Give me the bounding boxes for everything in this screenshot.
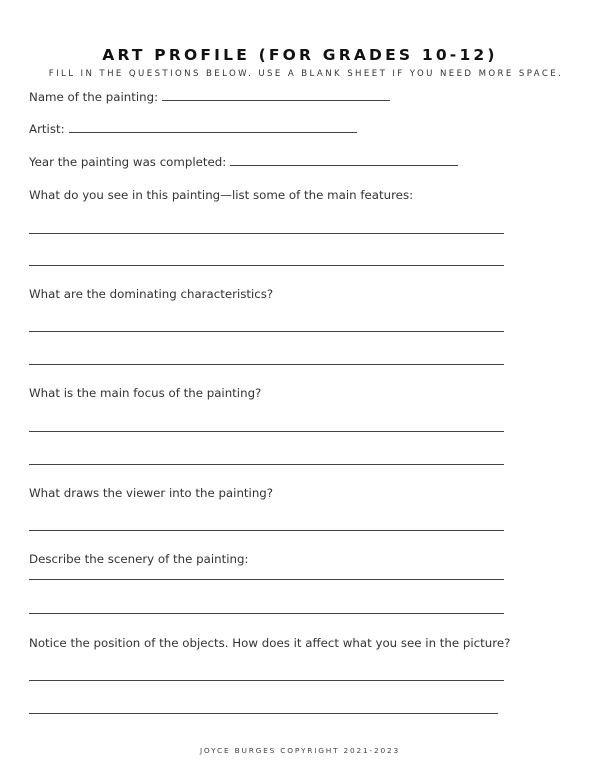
painting-name-label: Name of the painting: bbox=[29, 90, 159, 104]
question-focus: What is the main focus of the painting? bbox=[29, 386, 262, 400]
answer-line[interactable] bbox=[29, 431, 504, 432]
artist-blank[interactable] bbox=[69, 122, 357, 133]
copyright-footer: JOYCE BURGES COPYRIGHT 2021-2023 bbox=[199, 746, 401, 755]
question-scenery: Describe the scenery of the painting: bbox=[29, 552, 249, 566]
answer-line[interactable] bbox=[29, 579, 504, 580]
question-features: What do you see in this painting—list some of the main features: bbox=[29, 188, 414, 202]
answer-line[interactable] bbox=[29, 364, 504, 365]
answer-line[interactable] bbox=[29, 680, 504, 681]
answer-line[interactable] bbox=[29, 331, 504, 332]
answer-line[interactable] bbox=[29, 530, 504, 531]
worksheet-instructions: FILL IN THE QUESTIONS BELOW. USE A BLANK SHEET IF YOU NEED MORE SPACE. bbox=[48, 69, 564, 79]
question-characteristics: What are the dominating characteristics? bbox=[29, 287, 274, 301]
artist-label: Artist: bbox=[29, 122, 65, 136]
answer-line[interactable] bbox=[29, 233, 504, 234]
artist-field bbox=[29, 122, 357, 136]
year-field bbox=[29, 155, 458, 169]
answer-line[interactable] bbox=[29, 613, 504, 614]
painting-name-blank[interactable] bbox=[162, 90, 390, 101]
answer-line[interactable] bbox=[29, 265, 504, 266]
year-label: Year the painting was completed: bbox=[29, 155, 227, 169]
worksheet-title: ART PROFILE (FOR GRADES 10-12) bbox=[102, 46, 498, 64]
question-position: Notice the position of the objects. How does it affect what you see in the picture? bbox=[29, 636, 511, 650]
answer-line[interactable] bbox=[29, 464, 504, 465]
question-draws-viewer: What draws the viewer into the painting? bbox=[29, 486, 274, 500]
painting-name-field bbox=[29, 90, 390, 104]
answer-line[interactable] bbox=[29, 713, 498, 714]
year-blank[interactable] bbox=[230, 155, 458, 166]
